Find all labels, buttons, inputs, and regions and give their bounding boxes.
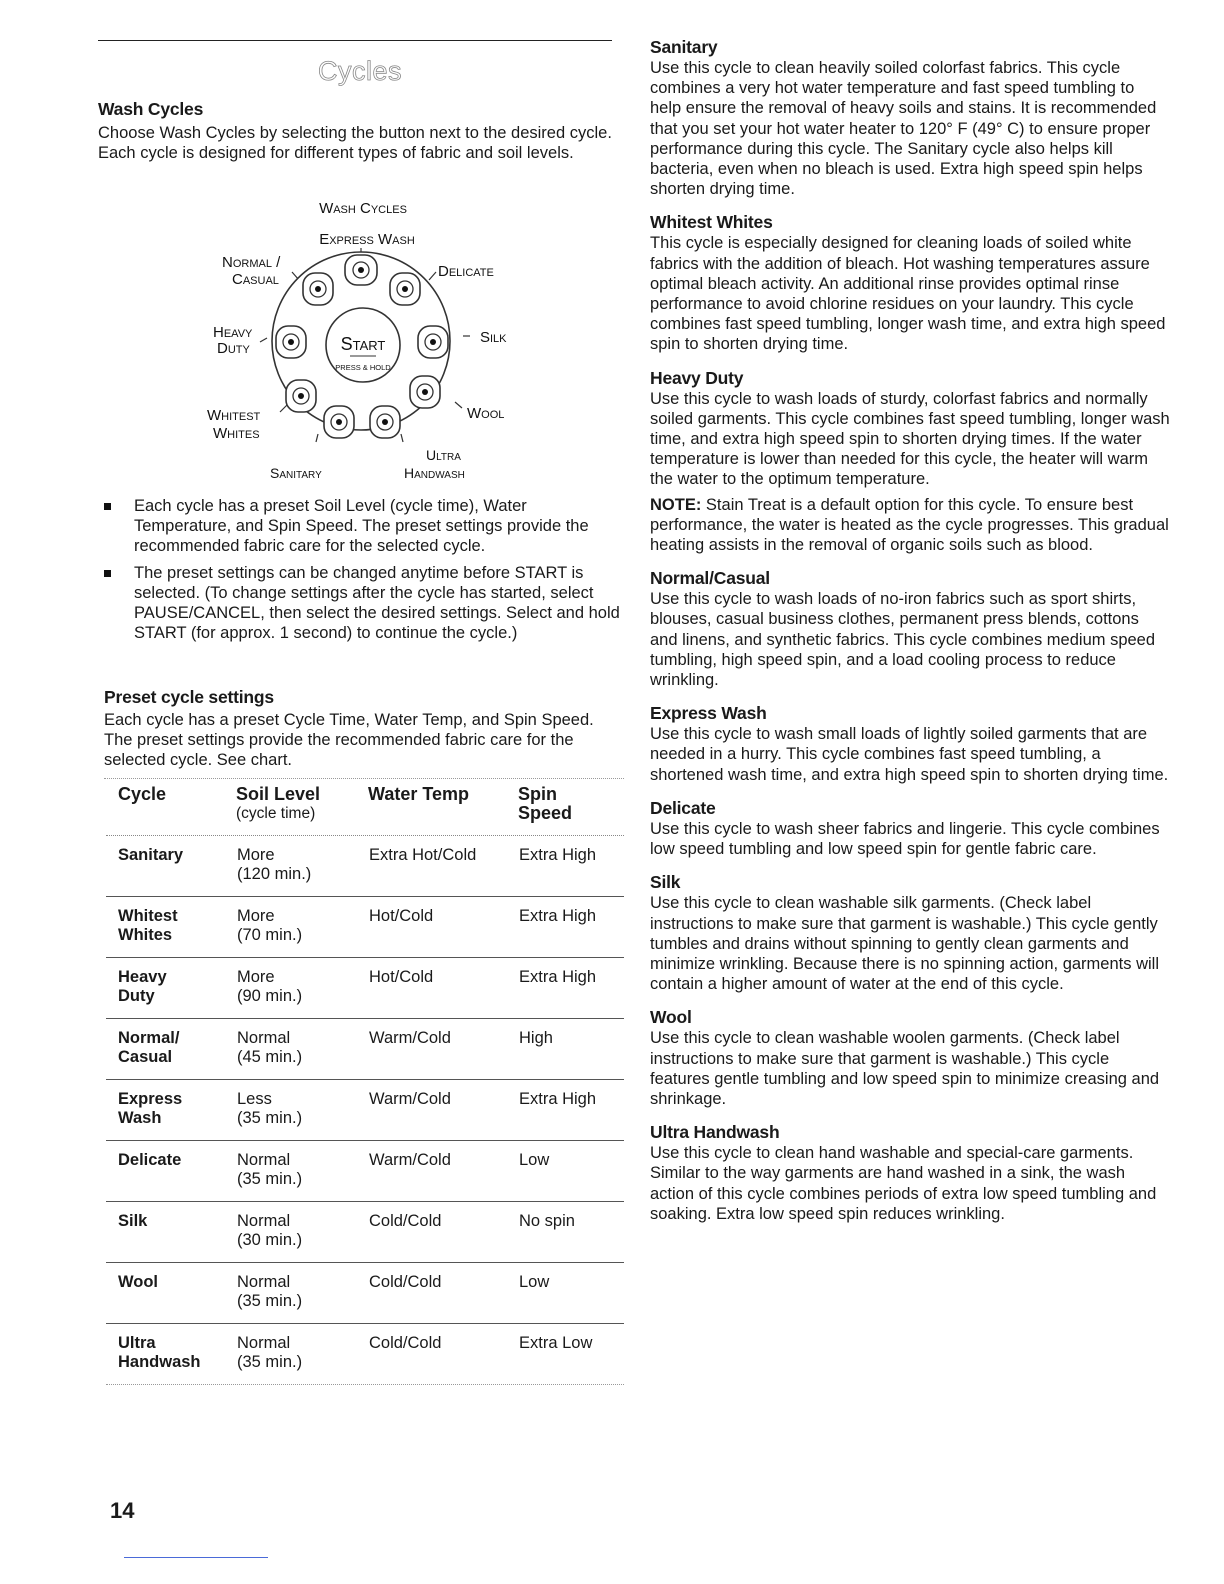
cell-spin-speed: Extra High	[519, 846, 597, 864]
cell-water-temp: Cold/Cold	[369, 1212, 442, 1230]
cell-soil-level: More (90 min.)	[237, 968, 303, 1005]
cycle-section-heading: Ultra Handwash	[650, 1122, 780, 1143]
cell-water-temp: Warm/Cold	[369, 1151, 451, 1169]
cycle-section-heading: Sanitary	[650, 37, 718, 57]
cycle-section	[650, 871, 1170, 994]
note-paragraph	[650, 495, 1170, 556]
wash-cycles-dial-diagram	[200, 190, 530, 490]
cell-spin-speed: Extra High	[519, 968, 597, 986]
cycle-section	[650, 211, 1170, 354]
cell-spin-speed: No spin	[519, 1212, 575, 1230]
cycle-section-text: Use this cycle to clean hand washable and special-care garments. Similar to the way garments are hand washed in a sink, the wash action of this cycle combines periods of extra low speed tumbling and soaking. Extra low speed spin reduces wrinkling.	[650, 1144, 1157, 1223]
cell-water-temp: Warm/Cold	[369, 1090, 451, 1108]
cycle-section-heading: Wool	[650, 1007, 692, 1028]
cycle-section	[650, 1121, 1170, 1224]
table-row	[106, 1323, 624, 1384]
label-normal-casual-2: Casual	[232, 271, 279, 288]
table-row	[106, 1018, 624, 1079]
cell-water-temp: Hot/Cold	[369, 968, 434, 986]
label-heavy-duty-2: Duty	[217, 340, 250, 357]
top-rule	[98, 40, 612, 41]
cycle-section-text: Use this cycle to wash sheer fabrics and lingerie. This cycle combines low speed tumbling and low speed spin for gentle fabric care.	[650, 819, 1160, 859]
dial-title: Wash Cycles	[319, 200, 407, 217]
label-whitest-whites-2: Whites	[213, 425, 260, 442]
cell-soil-level: Normal (35 min.)	[237, 1151, 303, 1188]
label-delicate: Delicate	[438, 263, 494, 280]
footer-rule	[124, 1557, 268, 1558]
label-ultra-handwash-1: Ultra	[426, 447, 461, 463]
label-heavy-duty-1: Heavy	[213, 324, 253, 341]
cell-water-temp: Cold/Cold	[369, 1273, 442, 1291]
cycle-section	[650, 567, 1170, 690]
header-spin-speed: Spin Speed	[518, 784, 573, 823]
table-row	[106, 835, 624, 896]
cell-cycle: Ultra Handwash	[118, 1334, 201, 1371]
cell-water-temp: Extra Hot/Cold	[369, 846, 477, 864]
cell-spin-speed: Extra High	[519, 907, 597, 925]
cycle-section-text: Use this cycle to wash small loads of lightly soiled garments that are needed in a hurry. This cycle combines fast speed tumbling, a shortened wash time, and extra high speed spin to shorten drying time.	[650, 725, 1169, 784]
start-label: Start	[340, 334, 386, 354]
table-row	[106, 957, 624, 1018]
cell-soil-level: More (70 min.)	[237, 907, 303, 944]
cycle-section	[650, 36, 1170, 199]
cell-spin-speed: Extra Low	[519, 1334, 593, 1352]
press-hold-label: PRESS & HOLD	[335, 363, 391, 372]
cycle-section-heading: Normal/Casual	[650, 568, 770, 589]
cycle-section	[650, 702, 1170, 785]
cell-water-temp: Warm/Cold	[369, 1029, 451, 1047]
cycle-section-text: Use this cycle to clean washable silk garments. (Check label instructions to make sure that garment is washable.) This cycle gently tumbles and drains without spinning to gently clean garments and minimize wrinkling. Because there is no spinning action, garments will contain a higher amount of water at the end of this cycle.	[650, 894, 1159, 994]
cycle-section-text: Use this cycle to wash loads of sturdy, colorfast fabrics and normally soiled garments. This cycle combines fast speed tumbling, longer wash time, and extra high speed spin to shorten drying times. If the water temperature is lower than needed for this cycle, the heater will warm the water to the optimum temperature.	[650, 389, 1170, 489]
header-cycle: Cycle	[118, 784, 167, 804]
table-row	[106, 1262, 624, 1323]
label-express-wash: Express Wash	[319, 231, 415, 248]
cell-spin-speed: Low	[519, 1273, 550, 1291]
cycle-section-heading: Whitest Whites	[650, 212, 773, 233]
list-item: The preset settings can be changed anytime before START is selected. (To change settings after the cycle has started, select PAUSE/CANCEL, then select the desired settings. Select and hold START (for approx. 1 second) to continue the cycle.)	[104, 563, 624, 644]
table-row	[106, 1140, 624, 1201]
cycle-section-heading: Delicate	[650, 797, 716, 818]
preset-heading: Preset cycle settings	[104, 687, 274, 707]
table-bottom-rule	[106, 1384, 624, 1385]
preset-text: Each cycle has a preset Cycle Time, Water Temp, and Spin Speed. The preset settings provide the recommended fabric care for the selected cycle. See chart.	[104, 711, 594, 770]
label-wool: Wool	[467, 405, 505, 422]
cell-spin-speed: Low	[519, 1151, 550, 1169]
cell-cycle: Normal/ Casual	[118, 1029, 180, 1066]
cell-cycle: Wool	[118, 1273, 159, 1291]
label-normal-casual-1: Normal /	[222, 254, 281, 271]
cycle-section-text: Use this cycle to clean washable woolen garments. (Check label instructions to make sure that garment is washable.) This cycle features gentle tumbling and low speed spin to minimize creasing and shrinkage.	[650, 1029, 1160, 1108]
cell-soil-level: Less (35 min.)	[237, 1090, 303, 1127]
cell-soil-level: Normal (45 min.)	[237, 1029, 303, 1066]
label-whitest-whites-1: Whitest	[207, 407, 261, 424]
cycle-descriptions	[650, 36, 1170, 1236]
wash-cycles-intro: Choose Wash Cycles by selecting the button next to the desired cycle. Each cycle is designed for different types of fabric and soil levels.	[98, 124, 612, 163]
cell-water-temp: Hot/Cold	[369, 907, 434, 925]
cell-cycle: Whitest Whites	[118, 907, 178, 944]
label-sanitary: Sanitary	[270, 465, 322, 481]
cell-spin-speed: High	[519, 1029, 553, 1047]
cell-cycle: Sanitary	[118, 846, 184, 864]
table-row	[106, 1079, 624, 1140]
cycle-section-text: Use this cycle to wash loads of no-iron fabrics such as sport shirts, blouses, casual business clothes, permanent press blends, cottons and linens, and synthetic fabrics. This cycle combines medium speed tumbling, high speed spin, and a load cooling process to reduce wrinkling.	[650, 590, 1156, 690]
cycle-section-heading: Silk	[650, 872, 681, 893]
page-number: 14	[110, 1498, 135, 1523]
cell-soil-level: Normal (30 min.)	[237, 1212, 303, 1249]
bullet-icon	[104, 570, 111, 577]
cell-cycle: Delicate	[118, 1151, 182, 1169]
header-water-temp: Water Temp	[368, 784, 470, 804]
cycle-section-text: Use this cycle to clean heavily soiled colorfast fabrics. This cycle combines a very hot water temperature and fast speed tumbling to help ensure the removal of heavy soils and stains. It is recommended that you set your hot water heater to 120° F (49° C) to ensure proper performance during this cycle. The Sanitary cycle also helps kill bacteria, even when no bleach is used. Extra high speed spin helps shorten drying time.	[650, 59, 1157, 199]
cell-cycle: Express Wash	[118, 1090, 183, 1127]
cycle-section	[650, 797, 1170, 859]
cycle-section	[650, 367, 1170, 556]
table-row	[106, 896, 624, 957]
label-silk: Silk	[480, 329, 507, 346]
cycle-notes-list	[104, 496, 624, 649]
list-item: Each cycle has a preset Soil Level (cycle time), Water Temperature, and Spin Speed. The preset settings provide the recommended fabric care for the selected cycle.	[104, 496, 624, 557]
table-row	[106, 1201, 624, 1262]
cell-cycle: Heavy Duty	[118, 968, 167, 1005]
cell-soil-level: Normal (35 min.)	[237, 1334, 303, 1371]
cell-cycle: Silk	[118, 1212, 148, 1230]
header-soil-level: Soil Level (cycle time)	[236, 784, 321, 822]
cycle-section-text: This cycle is especially designed for cleaning loads of soiled white fabrics with the addition of bleach. Hot washing temperatures assure optimal bleach activity. An additional rinse provides optimal rinse performance to avoid chlorine residues on your laundry. This cycle combines fast speed tumbling, longer wash time, and extra high speed spin to shorten drying time.	[650, 234, 1166, 354]
table-body	[106, 835, 624, 1384]
note-text: Stain Treat is a default option for this cycle. To ensure best performance, the water is heated as the cycle progresses. This gradual heating assists in the removal of organic soils such as blood.	[650, 495, 1169, 555]
cell-spin-speed: Extra High	[519, 1090, 597, 1108]
cell-soil-level: Normal (35 min.)	[237, 1273, 303, 1310]
wash-cycles-heading: Wash Cycles	[98, 99, 204, 119]
cell-water-temp: Cold/Cold	[369, 1334, 442, 1352]
bullet-icon	[104, 503, 111, 510]
table-header	[106, 779, 624, 835]
cycle-section	[650, 1006, 1170, 1109]
section-title: Cycles	[317, 56, 402, 86]
preset-settings-table	[106, 778, 624, 1385]
label-ultra-handwash-2: Handwash	[404, 465, 465, 481]
cycle-section-heading: Express Wash	[650, 703, 767, 724]
cycle-section-heading: Heavy Duty	[650, 367, 744, 388]
note-label: NOTE:	[650, 495, 702, 514]
cell-soil-level: More (120 min.)	[237, 846, 312, 883]
